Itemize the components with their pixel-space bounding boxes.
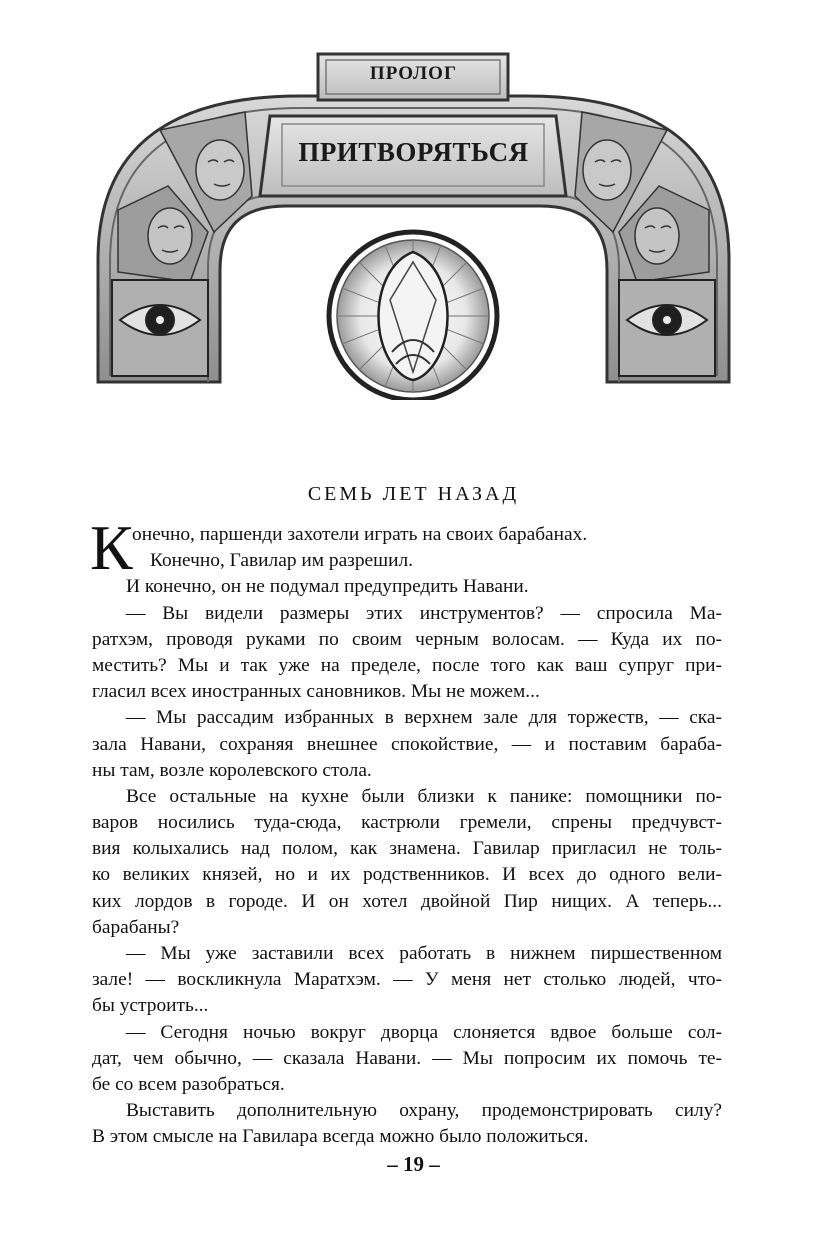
chapter-title: ПРИТВОРЯТЬСЯ (298, 137, 529, 167)
text-line: И конечно, он не подумал предупредить Навани. (126, 576, 529, 598)
text-line: — Сегодня ночью вокруг дворца слоняется вдвое больше сол- (126, 1021, 722, 1043)
text-line: ко великих князей, но и их родственников. И всех до одного вели- (92, 864, 722, 886)
body-text (90, 512, 722, 1151)
text-line: — Мы уже заставили всех работать в нижнем пиршественном (126, 943, 722, 965)
text-line: — Мы рассадим избранных в верхнем зале для торжеств, — ска- (126, 707, 722, 729)
drop-cap: К (90, 512, 133, 583)
opening-paragraph (90, 512, 722, 583)
text-line: варов носились туда-сюда, кастрюли гремели, спрены предчувст- (92, 812, 722, 834)
text-line: гласил всех иностранных сановников. Мы не можем... (92, 681, 540, 703)
chapter-label: ПРОЛОГ (369, 63, 458, 84)
text-line: онечно, паршенди захотели играть на своих барабанах. (132, 524, 588, 545)
text-line: Выставить дополнительную охрану, продемонстрировать силу? (126, 1100, 722, 1122)
text-line: вия колыхались над полом, как знамена. Гавилар пригласил не толь- (92, 838, 722, 860)
text-line: бе со всем разобраться. (92, 1073, 285, 1095)
text-line: дат, чем обычно, — сказала Навани. — Мы попросим их помочь те- (92, 1047, 722, 1069)
text-line: зала Навани, сохраняя внешнее спокойствие, — и поставим бараба- (92, 733, 722, 755)
text-line: зале! — воскликнула Маратхэм. — У меня нет столько людей, что- (92, 969, 722, 991)
right-eye-panel (619, 280, 715, 376)
left-eye-panel (112, 280, 208, 376)
text-line: ны там, возле королевского стола. (92, 759, 372, 781)
text-line: ких лордов в городе. И он хотел двойной Пир нищих. А теперь... (92, 890, 722, 912)
text-line: местить? Мы и так уже на пределе, после того как ваш супруг при- (92, 654, 722, 676)
text-line: В этом смысле на Гавилара всегда можно было положиться. (92, 1126, 589, 1148)
crystal-medallion (329, 232, 497, 400)
text-line: Все остальные на кухне были близки к панике: помощники по- (126, 785, 722, 807)
text-line: — Вы видели размеры этих инструментов? — спросила Ма- (126, 602, 722, 624)
text-line: ратхэм, проводя руками по своим черным волосам. — Куда их по- (92, 628, 722, 650)
text-line: Конечно, Гавилар им разрешил. (150, 550, 413, 572)
page-number: – 19 – (387, 1152, 440, 1176)
chapter-header (0, 0, 827, 400)
text-line: барабаны? (92, 916, 180, 938)
paragraph-lines (92, 574, 722, 1150)
stone-arch-illustration (0, 0, 827, 400)
text-line: бы устроить... (92, 995, 209, 1017)
section-heading: СЕМЬ ЛЕТ НАЗАД (307, 483, 520, 505)
